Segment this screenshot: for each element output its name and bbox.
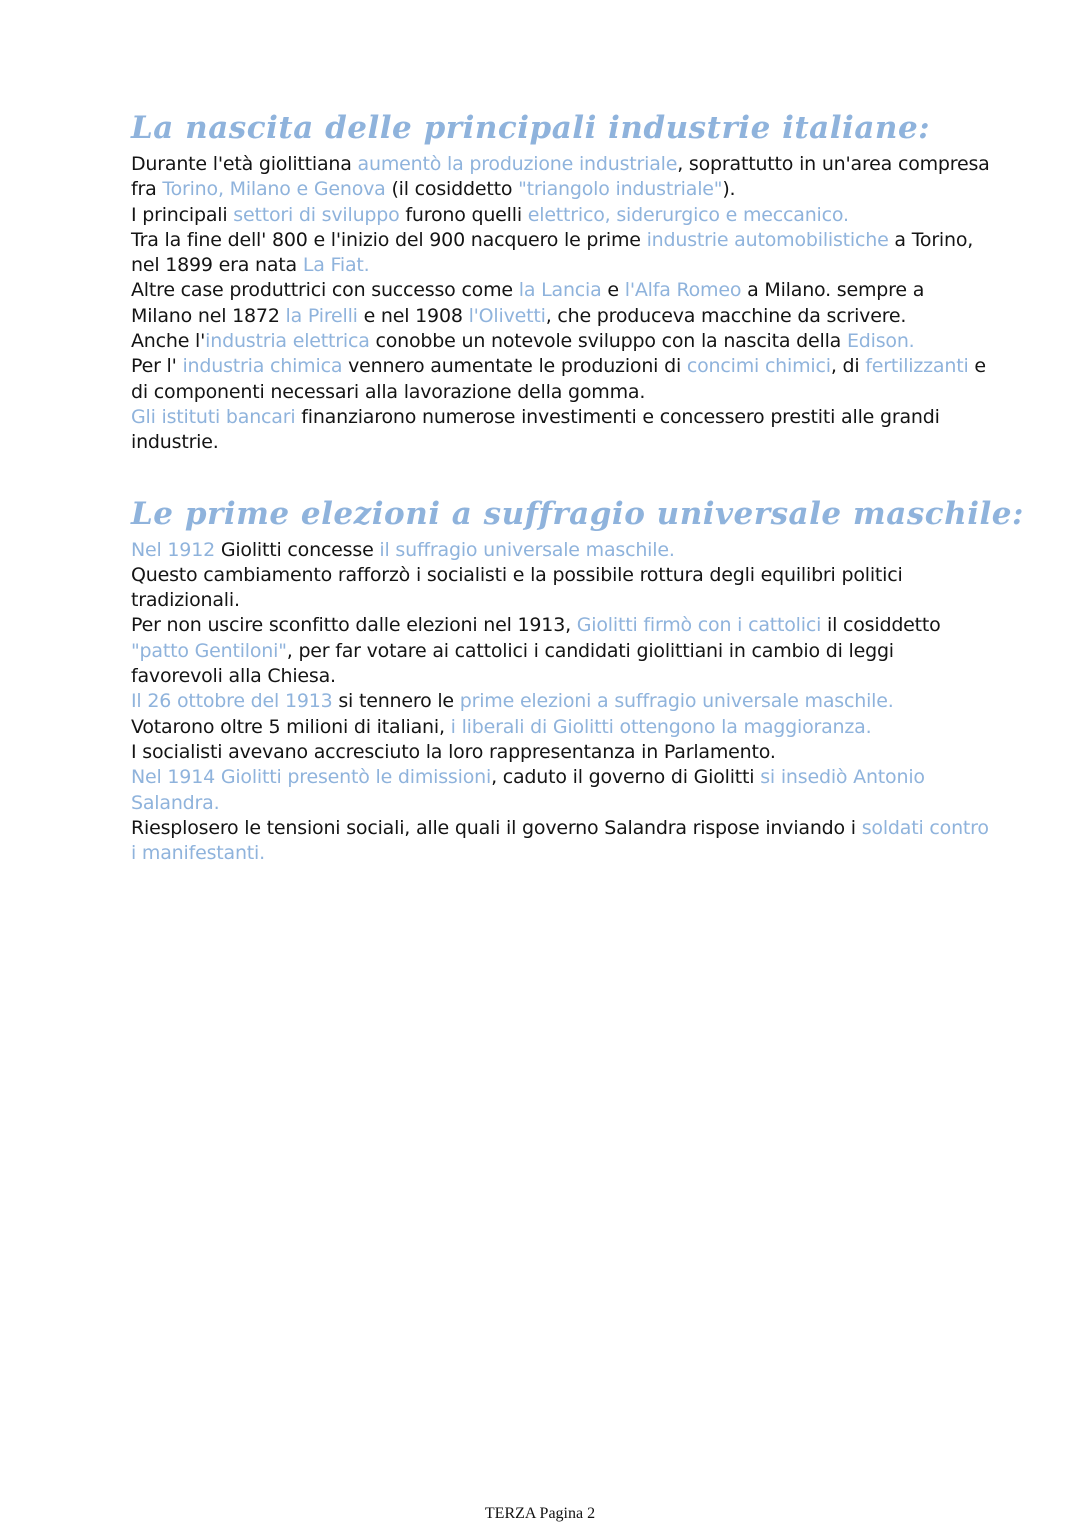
body-text: Tra la fine dell' 800 e l'inizio del 900 nacquero le prime — [131, 228, 647, 251]
body-text: vennero aumentate le produzioni di — [342, 355, 687, 378]
highlighted-text: i liberali di Giolitti ottengono la maggioranza. — [450, 715, 872, 738]
highlighted-text: La Fiat. — [302, 254, 370, 277]
body-text: Per l' — [131, 355, 183, 378]
body-text: Altre case produttrici con successo come — [131, 279, 519, 302]
highlighted-text: la Pirelli — [285, 304, 358, 327]
body-text: , che produceva macchine da scrivere. — [545, 304, 907, 327]
paragraph — [131, 278, 991, 329]
highlighted-text: prime elezioni a suffragio universale maschile. — [459, 690, 894, 713]
section-industrie — [131, 108, 991, 456]
paragraph — [131, 563, 991, 614]
highlighted-text: soldati contro i manifestanti. — [131, 816, 989, 865]
body-text: furono quelli — [399, 203, 528, 226]
section-title: Le prime elezioni a suffragio universale maschile: — [131, 495, 1024, 532]
body-text: e — [601, 279, 625, 302]
paragraph — [131, 152, 991, 203]
highlighted-text: industria chimica — [182, 355, 343, 378]
highlighted-text: si insediò Antonio Salandra. — [131, 766, 925, 814]
highlighted-text: Edison. — [846, 330, 915, 353]
highlighted-text: il suffragio universale maschile. — [379, 538, 675, 561]
body-text: il cosiddetto — [821, 614, 941, 637]
section-elezioni — [131, 494, 1024, 867]
highlighted-text: Giolitti firmò con i cattolici — [576, 614, 822, 637]
body-text: Riesplosero le tensioni sociali, alle quali il governo Salandra rispose inviando i — [131, 816, 862, 839]
page-footer: TERZA Pagina 2 — [484, 1505, 596, 1522]
section-title: La nascita delle principali industrie italiane: — [131, 110, 931, 146]
paragraph — [131, 329, 991, 354]
paragraph — [131, 715, 991, 740]
highlighted-text: l'Alfa Romeo — [624, 279, 742, 302]
paragraph — [131, 613, 991, 689]
paragraph — [131, 354, 991, 405]
body-text: e nel 1908 — [357, 304, 469, 327]
highlighted-text: "patto Gentiloni" — [131, 639, 287, 662]
body-text: conobbe un notevole sviluppo con la nascita della — [369, 330, 847, 353]
body-text: Anche l' — [131, 330, 206, 353]
highlighted-text: settori di sviluppo — [233, 203, 400, 226]
paragraph — [131, 765, 991, 816]
highlighted-text: "triangolo industriale" — [518, 178, 723, 201]
paragraph — [131, 228, 991, 279]
highlighted-text: Il 26 ottobre del 1913 — [131, 690, 333, 713]
body-text: ). — [722, 178, 736, 201]
paragraph — [131, 538, 991, 563]
body-text: I socialisti avevano accresciuto la loro rappresentanza in Parlamento. — [131, 740, 776, 763]
highlighted-text: l'Olivetti — [468, 304, 546, 327]
body-text: (il cosiddetto — [385, 178, 519, 201]
body-text: a Torino, nel 1899 era nata — [131, 228, 974, 277]
body-text: finanziarono numerose investimenti e concessero prestiti alle grandi industrie. — [131, 405, 940, 454]
highlighted-text: fertilizzanti — [865, 355, 969, 378]
section-body — [131, 538, 991, 867]
highlighted-text: la Lancia — [518, 279, 602, 302]
highlighted-text: industria elettrica — [205, 330, 370, 353]
highlighted-text: concimi chimici — [686, 355, 831, 378]
paragraph — [131, 405, 991, 456]
body-text: Per non uscire sconfitto dalle elezioni nel 1913, — [131, 614, 577, 637]
highlighted-text: elettrico, siderurgico e meccanico. — [527, 203, 849, 226]
paragraph — [131, 816, 991, 867]
highlighted-text: Gli istituti bancari — [131, 405, 296, 428]
paragraph — [131, 203, 991, 228]
body-text: , caduto il governo di Giolitti — [491, 766, 761, 789]
body-text: si tennero le — [332, 690, 460, 713]
highlighted-text: aumentò la produzione industriale — [357, 153, 678, 175]
body-text: Durante l'età giolittiana — [131, 153, 358, 175]
section-body — [131, 152, 991, 456]
body-text: e di componenti necessari alla lavorazione della gomma. — [131, 355, 986, 403]
document-content — [131, 108, 1024, 866]
body-text: Votarono oltre 5 milioni di italiani, — [131, 715, 451, 738]
paragraph — [131, 740, 991, 765]
body-text: , soprattutto in un'area compresa fra — [131, 153, 990, 201]
highlighted-text: Nel 1914 Giolitti presentò le dimissioni — [131, 766, 492, 789]
highlighted-text: Torino, Milano e Genova — [162, 178, 386, 201]
body-text: I principali — [131, 203, 234, 226]
highlighted-text: Nel 1912 — [131, 538, 215, 561]
highlighted-text: industrie automobilistiche — [646, 228, 889, 251]
body-text: Giolitti concesse — [214, 538, 380, 561]
paragraph — [131, 689, 991, 714]
body-text: , di — [830, 355, 866, 378]
body-text: a Milano. sempre a Milano nel 1872 — [131, 279, 925, 327]
body-text: , per far votare ai cattolici i candidati giolittiani in cambio di leggi favorevoli alla Chiesa. — [131, 639, 894, 688]
body-text: Questo cambiamento rafforzò i socialisti e la possibile rottura degli equilibri politici tradizionali. — [131, 563, 903, 612]
